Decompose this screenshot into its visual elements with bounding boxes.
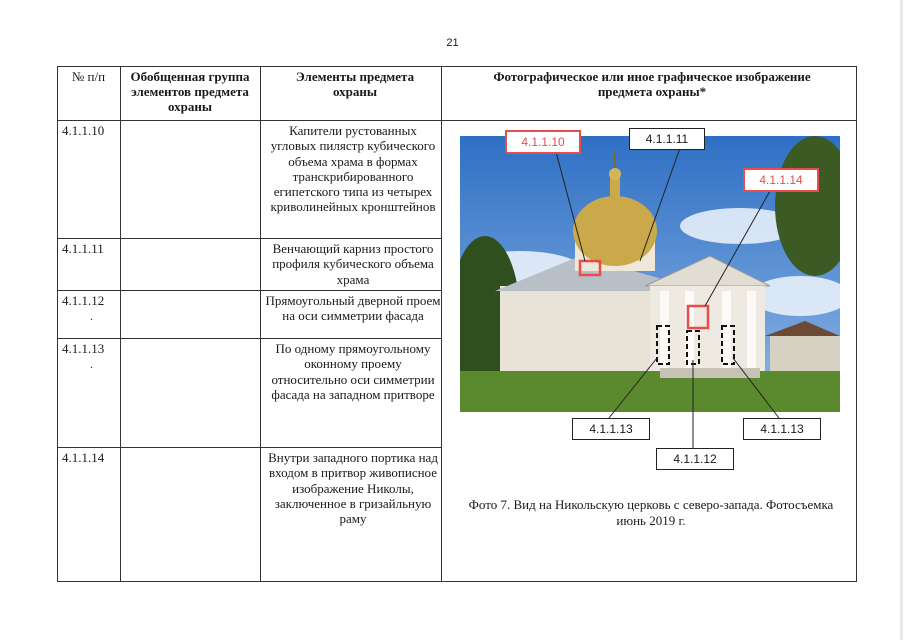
protection-table xyxy=(57,66,857,582)
label-4-1-1-12: 4.1.1.12 xyxy=(656,448,734,470)
row-number: 4.1.1.14 xyxy=(62,450,105,465)
label-4-1-1-11: 4.1.1.11 xyxy=(629,128,705,150)
label-4-1-1-10: 4.1.1.10 xyxy=(505,130,581,154)
header-elements: Элементы предмета охраны xyxy=(295,69,415,99)
page-number: 21 xyxy=(446,37,459,49)
row-number: 4.1.1.10 xyxy=(62,123,105,138)
row-number: 4.1.1.11 xyxy=(62,241,104,256)
scan-edge xyxy=(900,0,903,640)
row-mark: . xyxy=(90,357,93,371)
header-number: № п/п xyxy=(71,69,106,84)
header-group: Обобщенная группа элементов предмета охраны xyxy=(130,69,250,114)
label-4-1-1-14: 4.1.1.14 xyxy=(743,168,819,192)
photo-caption: Фото 7. Вид на Никольскую церковь с северо-запада. Фотосъемка июнь 2019 г. xyxy=(468,497,834,528)
header-image: Фотографическое или иное графическое изображение предмета охраны* xyxy=(493,69,811,99)
row-element: Внутри западного портика над входом в притвор живописное изображение Николы, заключенное в гризайльную раму xyxy=(268,450,438,527)
row-number: 4.1.1.13 xyxy=(62,341,105,356)
label-4-1-1-13-right: 4.1.1.13 xyxy=(743,418,821,440)
row-element: Прямоугольный дверной проем на оси симметрии фасада xyxy=(265,293,441,324)
row-element: Венчающий карниз простого профиля кубического объема храма xyxy=(272,241,434,287)
row-element: По одному прямоугольному оконному проему относительно оси симметрии фасада на западном притворе xyxy=(271,341,435,402)
row-mark: . xyxy=(90,309,93,323)
row-number: 4.1.1.12 xyxy=(62,293,105,308)
label-4-1-1-13-left: 4.1.1.13 xyxy=(572,418,650,440)
row-element: Капители рустованных угловых пилястр кубического объема храма в формах транскрибированного египетского типа из четырех криволинейных кронштейнов xyxy=(270,123,436,215)
